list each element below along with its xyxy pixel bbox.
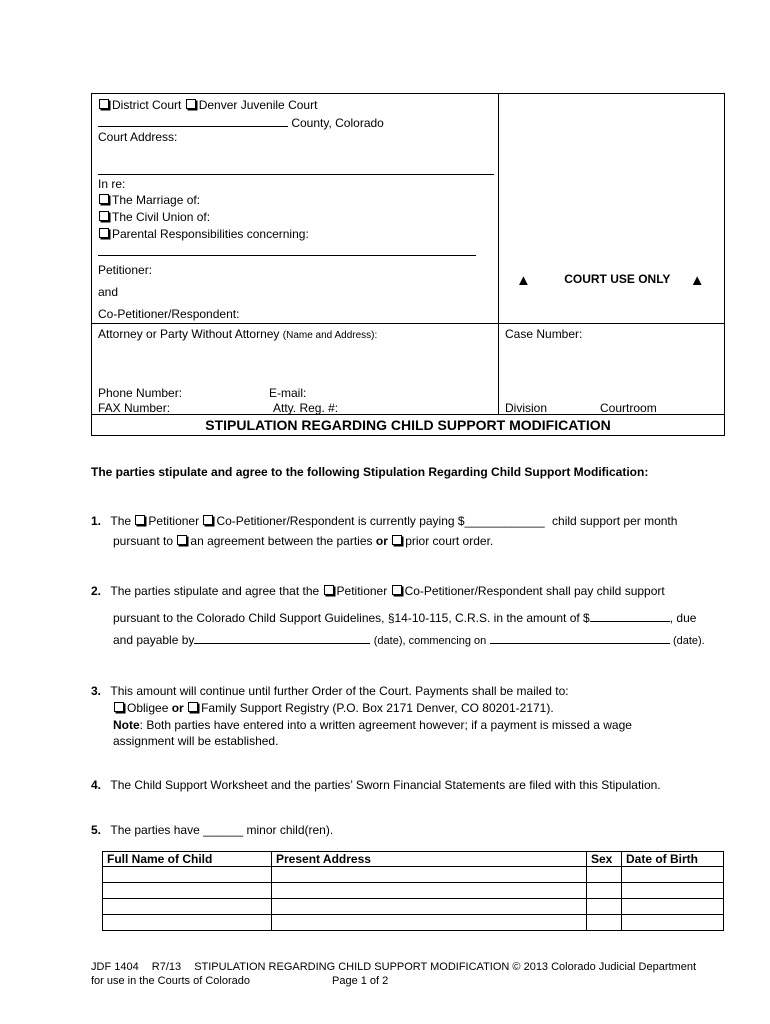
court-address-underline	[98, 174, 494, 175]
obligee-checkbox[interactable]	[114, 702, 124, 712]
item-2-due: , due	[669, 611, 697, 625]
triangle-up-icon: ▲	[689, 272, 705, 289]
item-3-number: 3.	[91, 684, 102, 698]
item-2-date-blank-2[interactable]	[490, 632, 670, 644]
header-date-of-birth: Date of Birth	[622, 852, 724, 867]
item-1-petitioner: Petitioner	[148, 514, 200, 528]
district-court-label: District Court	[112, 98, 182, 112]
child-address-cell[interactable]	[272, 867, 587, 883]
division-label: Division	[505, 401, 548, 415]
civil-union-label: The Civil Union of:	[112, 210, 211, 224]
attorney-label-text: Attorney or Party Without Attorney	[98, 327, 280, 341]
courtroom-label: Courtroom	[600, 401, 657, 415]
caption-border-right	[724, 93, 725, 436]
item-2-copetitioner: Co-Petitioner/Respondent shall pay child support	[404, 584, 665, 598]
case-type-marriage	[98, 193, 200, 207]
child-sex-cell[interactable]	[587, 899, 622, 915]
item-2-copetitioner-checkbox[interactable]	[392, 585, 402, 595]
item-1-number: 1.	[91, 514, 102, 528]
footer-form-id: JDF 1404	[91, 961, 139, 973]
county-line	[98, 115, 384, 130]
item-2-petitioner-checkbox[interactable]	[324, 585, 334, 595]
registry-checkbox[interactable]	[188, 702, 198, 712]
item-1-amount-blank[interactable]: ____________	[464, 514, 545, 528]
petitioner-label: Petitioner:	[98, 263, 153, 277]
court-use-only	[516, 272, 705, 289]
footer-line-1	[91, 961, 696, 973]
children-table	[102, 851, 724, 931]
district-court-checkbox[interactable]	[99, 99, 109, 109]
item-1-agreement-checkbox[interactable]	[177, 535, 187, 545]
item-1-prior: prior court order.	[405, 534, 494, 548]
footer-revision: R7/13	[151, 961, 182, 973]
item-2-date-2: (date).	[672, 635, 705, 647]
header-full-name: Full Name of Child	[103, 852, 272, 867]
item-4	[91, 778, 661, 792]
parties-underline	[98, 255, 476, 256]
phone-label: Phone Number:	[98, 386, 183, 400]
marriage-checkbox[interactable]	[99, 194, 109, 204]
child-sex-cell[interactable]	[587, 883, 622, 899]
item-1-or: or	[375, 534, 388, 548]
case-type-civil-union	[98, 210, 210, 224]
juvenile-court-checkbox[interactable]	[186, 99, 196, 109]
county-blank[interactable]	[98, 115, 288, 127]
item-2-number: 2.	[91, 584, 102, 598]
item-1-prior-checkbox[interactable]	[392, 535, 402, 545]
item-1-the: The	[110, 514, 132, 528]
page-title: STIPULATION REGARDING CHILD SUPPORT MODIFICATION	[205, 417, 611, 433]
case-number-label: Case Number:	[505, 327, 583, 341]
item-3-line-2	[113, 701, 554, 715]
child-sex-cell[interactable]	[587, 867, 622, 883]
item-2-petitioner: Petitioner	[336, 584, 388, 598]
attorney-label-sub: (Name and Address):	[282, 330, 378, 341]
children-table-header	[103, 852, 724, 867]
item-2-line-1	[91, 584, 665, 598]
item-1-petitioner-checkbox[interactable]	[135, 515, 145, 525]
caption-hline-attorney	[91, 323, 725, 324]
child-dob-cell[interactable]	[622, 915, 724, 931]
note-label: Note	[113, 718, 140, 732]
child-name-cell[interactable]	[103, 915, 272, 931]
item-1-pursuant: pursuant to	[113, 534, 174, 548]
item-2-line-2	[113, 610, 696, 625]
civil-union-checkbox[interactable]	[99, 211, 109, 221]
footer-page: Page 1 of 2	[332, 975, 389, 987]
footer-form-title: STIPULATION REGARDING CHILD SUPPORT MODIFICATION	[194, 961, 510, 973]
child-sex-cell[interactable]	[587, 915, 622, 931]
item-2-payable: and payable by	[113, 633, 195, 647]
triangle-up-icon: ▲	[516, 272, 531, 289]
item-2-date-1: (date), commencing on	[373, 635, 487, 647]
item-5-tail: minor child(ren).	[246, 823, 334, 837]
item-3-note	[113, 718, 632, 732]
item-3-line-1	[91, 684, 569, 698]
item-2-guidelines: pursuant to the Colorado Child Support Guidelines, §14-10-115, C.R.S. in the amount of $	[113, 611, 590, 625]
item-1-tail: child support per month	[552, 514, 678, 528]
item-3-or: or	[171, 701, 184, 715]
email-label: E-mail:	[269, 386, 307, 400]
item-1-line-2	[113, 534, 493, 548]
case-type-parental	[98, 227, 309, 241]
item-5-lead: The parties have	[110, 823, 200, 837]
child-dob-cell[interactable]	[622, 899, 724, 915]
child-dob-cell[interactable]	[622, 883, 724, 899]
table-row	[103, 915, 724, 931]
juvenile-court-label: Denver Juvenile Court	[198, 98, 318, 112]
court-use-only-label: COURT USE ONLY	[564, 272, 671, 286]
county-suffix: County, Colorado	[291, 116, 384, 130]
table-row	[103, 867, 724, 883]
court-options	[98, 98, 317, 112]
attorney-label	[98, 327, 377, 341]
item-2-date-blank-1[interactable]	[194, 632, 370, 644]
note-text: : Both parties have entered into a written agreement however; if a payment is missed a wage	[139, 718, 632, 732]
child-address-cell[interactable]	[272, 915, 587, 931]
obligee-label: Obligee	[127, 701, 169, 715]
item-1-copetitioner: Co-Petitioner/Respondent is currently paying $	[216, 514, 465, 528]
child-dob-cell[interactable]	[622, 867, 724, 883]
caption-border-top	[91, 93, 725, 94]
atty-reg-label: Atty. Reg. #:	[273, 401, 339, 415]
marriage-label: The Marriage of:	[112, 193, 201, 207]
table-row	[103, 899, 724, 915]
co-petitioner-label: Co-Petitioner/Respondent:	[98, 307, 240, 321]
item-5	[91, 823, 333, 837]
item-2-amount-blank[interactable]	[590, 610, 670, 622]
child-address-cell[interactable]	[272, 899, 587, 915]
parental-checkbox[interactable]	[99, 228, 109, 238]
item-4-text: The Child Support Worksheet and the parties’ Sworn Financial Statements are filed with this Stipulation.	[110, 778, 661, 792]
child-name-cell[interactable]	[103, 867, 272, 883]
in-re-label: In re:	[98, 177, 126, 191]
child-name-cell[interactable]	[103, 899, 272, 915]
item-3-text: This amount will continue until further Order of the Court. Payments shall be mailed to:	[110, 684, 569, 698]
item-2-line-3	[113, 632, 705, 647]
and-label: and	[98, 285, 119, 299]
footer-line-2	[91, 975, 389, 987]
fax-label: FAX Number:	[98, 401, 171, 415]
item-2-lead: The parties stipulate and agree that the	[110, 584, 320, 598]
court-address-label: Court Address:	[98, 130, 178, 144]
header-present-address: Present Address	[272, 852, 587, 867]
item-5-number: 5.	[91, 823, 102, 837]
item-4-number: 4.	[91, 778, 102, 792]
parental-label: Parental Responsibilities concerning:	[112, 227, 309, 241]
caption-border-left	[91, 93, 92, 436]
item-1-copetitioner-checkbox[interactable]	[203, 515, 213, 525]
item-1-agreement: an agreement between the parties	[190, 534, 373, 548]
child-address-cell[interactable]	[272, 883, 587, 899]
caption-divider	[498, 93, 499, 415]
footer-copyright: © 2013 Colorado Judicial Department	[512, 961, 697, 973]
footer-use-note: for use in the Courts of Colorado	[91, 975, 250, 987]
caption-border-bottom	[91, 435, 725, 436]
item-1-line-1	[91, 514, 677, 528]
intro-text: The parties stipulate and agree to the following Stipulation Regarding Child Support Modification:	[91, 465, 649, 479]
header-sex: Sex	[587, 852, 622, 867]
table-row	[103, 883, 724, 899]
child-name-cell[interactable]	[103, 883, 272, 899]
item-3-note-line-2: assignment will be established.	[113, 734, 279, 748]
registry-label: Family Support Registry (P.O. Box 2171 Denver, CO 80201-2171).	[201, 701, 554, 715]
item-5-children-blank[interactable]: ______	[203, 823, 244, 837]
